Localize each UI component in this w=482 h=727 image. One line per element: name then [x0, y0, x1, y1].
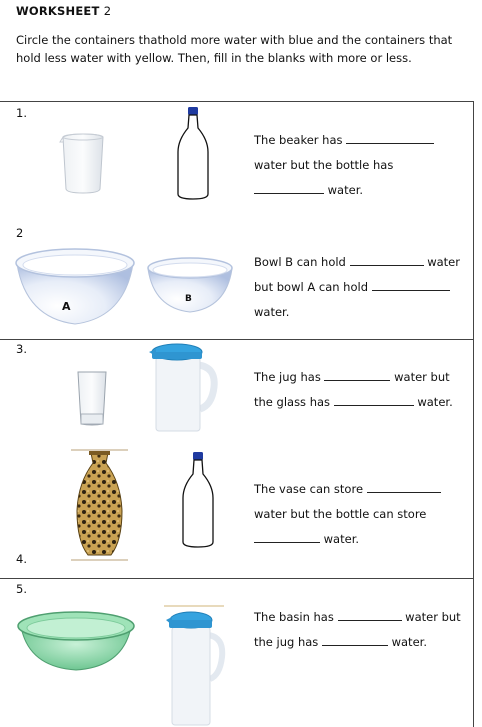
glass-image — [76, 371, 108, 427]
q1-part-a: The beaker has — [254, 133, 343, 147]
q5-part-c: the jug has — [254, 635, 319, 649]
bottle-image-2 — [181, 451, 215, 549]
q4-blank-1[interactable] — [367, 481, 441, 493]
question-5-text — [254, 605, 476, 655]
q3-blank-1[interactable] — [324, 369, 390, 381]
divider-q4-q5 — [0, 578, 474, 579]
question-2-text — [254, 250, 476, 325]
bowl-b-label: B — [185, 294, 192, 304]
q3-blank-2[interactable] — [334, 394, 414, 406]
question-5-number: 5. — [16, 582, 27, 596]
q1-blank-2[interactable] — [254, 182, 324, 194]
q3-part-a: The jug has — [254, 370, 321, 384]
q1-part-b: water but the bottle has — [254, 158, 394, 172]
question-4-number: 4. — [16, 552, 27, 566]
q4-part-c: water. — [323, 532, 360, 546]
title-text: WORKSHEET — [16, 4, 100, 18]
q5-part-a: The basin has — [254, 610, 334, 624]
question-1-text — [254, 128, 476, 203]
q4-part-a: The vase can store — [254, 482, 364, 496]
q2-part-c: but bowl A can hold — [254, 280, 369, 294]
question-3-number: 3. — [16, 342, 27, 356]
basin-image — [15, 609, 137, 673]
q3-part-c: the glass has — [254, 395, 331, 409]
question-3-text — [254, 365, 476, 415]
jug-image-2 — [164, 605, 226, 727]
q5-blank-2[interactable] — [322, 634, 388, 646]
q5-part-b: water but — [405, 610, 461, 624]
q2-part-b: water — [427, 255, 460, 269]
bowl-a-label: A — [62, 300, 71, 313]
q2-blank-2[interactable] — [372, 279, 450, 291]
q5-blank-1[interactable] — [338, 609, 402, 621]
jug-image — [146, 343, 218, 433]
q1-part-c: water. — [327, 183, 364, 197]
worksheet-title — [16, 4, 111, 18]
instructions: Circle the containers thathold more water with blue and the containers that hold less water with yellow. Then, fill in the blanks with more or less. — [16, 33, 453, 65]
title-number: 2 — [103, 4, 112, 18]
divider-top — [0, 101, 474, 102]
beaker-image — [60, 133, 106, 195]
bowl-b-image — [146, 255, 234, 315]
q3-part-d: water. — [417, 395, 453, 409]
q2-part-d: water. — [254, 305, 290, 319]
q2-part-a: Bowl B can hold — [254, 255, 346, 269]
q1-blank-1[interactable] — [346, 132, 434, 144]
q2-blank-1[interactable] — [350, 254, 424, 266]
q4-blank-2[interactable] — [254, 531, 320, 543]
bottle-image — [176, 106, 210, 201]
q4-part-b: water but the bottle can store — [254, 507, 427, 521]
q3-part-b: water but — [394, 370, 450, 384]
question-2-number: 2 — [16, 226, 24, 240]
vase-image — [71, 449, 128, 561]
question-1-number: 1. — [16, 106, 27, 120]
bowl-a-image — [14, 246, 136, 328]
divider-q2-q3 — [0, 339, 474, 340]
question-4-text — [254, 477, 476, 552]
q5-part-d: water. — [391, 635, 427, 649]
